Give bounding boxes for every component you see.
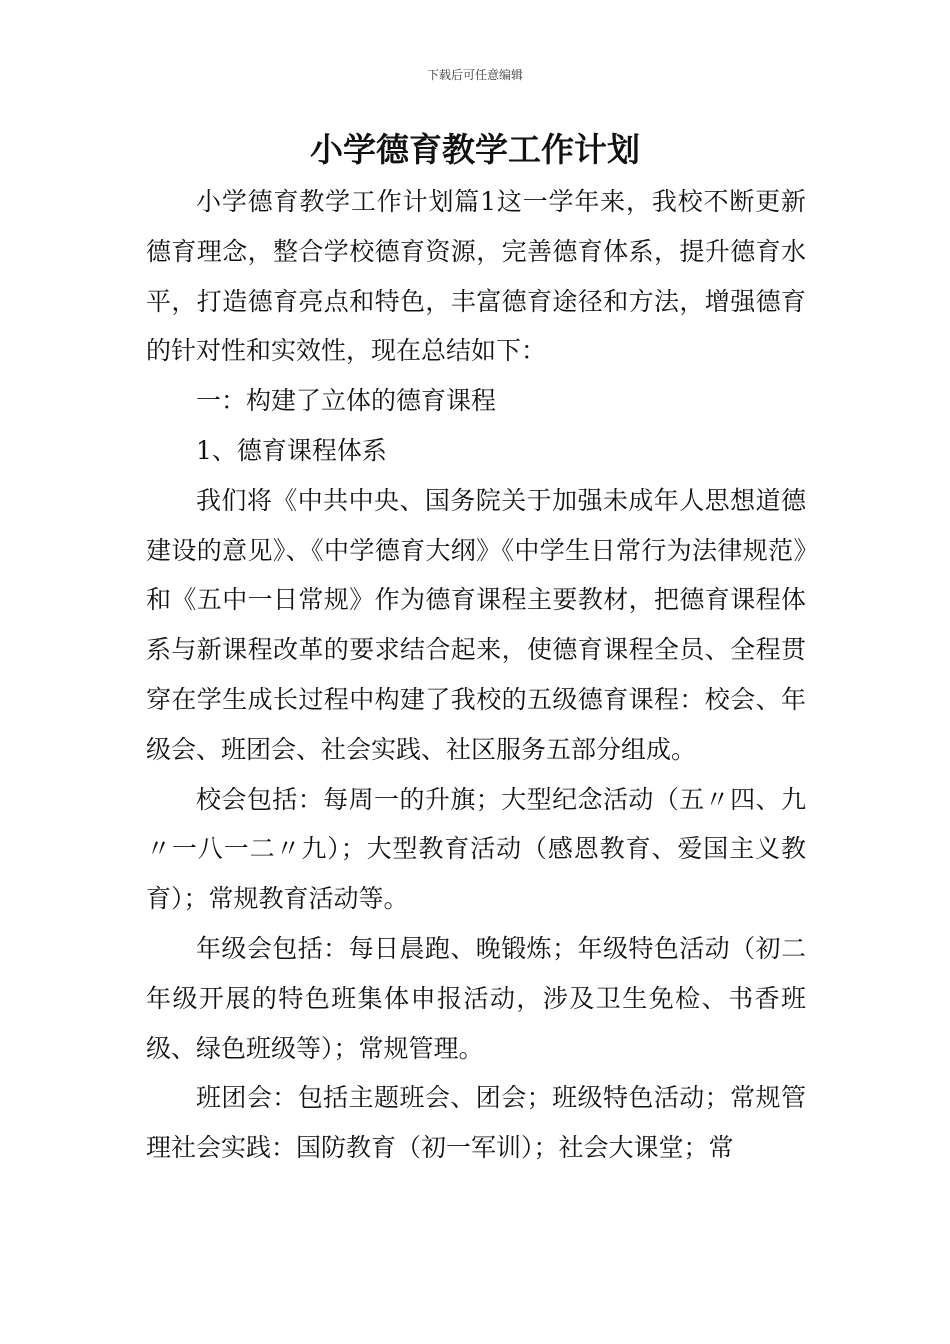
section-heading: 一：构建了立体的德育课程 (196, 386, 497, 416)
header-note: 下载后可任意编辑 (426, 68, 523, 82)
document-title: 小学德育教学工作计划 (310, 130, 640, 169)
paragraph-school-assembly: 校会包括：每周一的升旗；大型纪念活动（五〃四、九〃一八一二〃九）；大型教育活动（感恩教育、爱国主义教育）；常规教育活动等。 (146, 784, 806, 914)
document-body (146, 177, 806, 1173)
subsection-heading: 1、德育课程体系 (196, 435, 387, 465)
paragraph-class-assembly: 班团会：包括主题班会、团会；班级特色活动；常规管理社会实践：国防教育（初一军训）；社会大课堂；常 (146, 1083, 806, 1163)
paragraph-curriculum: 我们将《中共中央、国务院关于加强未成年人思想道德建设的意见》、《中学德育大纲》《中学生日常行为法律规范》和《五中一日常规》作为德育课程主要教材，把德育课程体系与新课程改革的要求结合起来，使德育课程全员、全程贯穿在学生成长过程中构建了我校的五级德育课程：校会、年级会、班团会、社会实践、社区服务五部分组成。 (146, 485, 806, 764)
paragraph-grade-assembly: 年级会包括：每日晨跑、晚锻炼；年级特色活动（初二年级开展的特色班集体申报活动，涉及卫生免检、书香班级、绿色班级等）；常规管理。 (146, 933, 806, 1063)
paragraph-intro: 小学德育教学工作计划篇1这一学年来，我校不断更新德育理念，整合学校德育资源，完善德育体系，提升德育水平，打造德育亮点和特色，丰富德育途径和方法，增强德育的针对性和实效性，现在总结如下： (146, 187, 806, 366)
